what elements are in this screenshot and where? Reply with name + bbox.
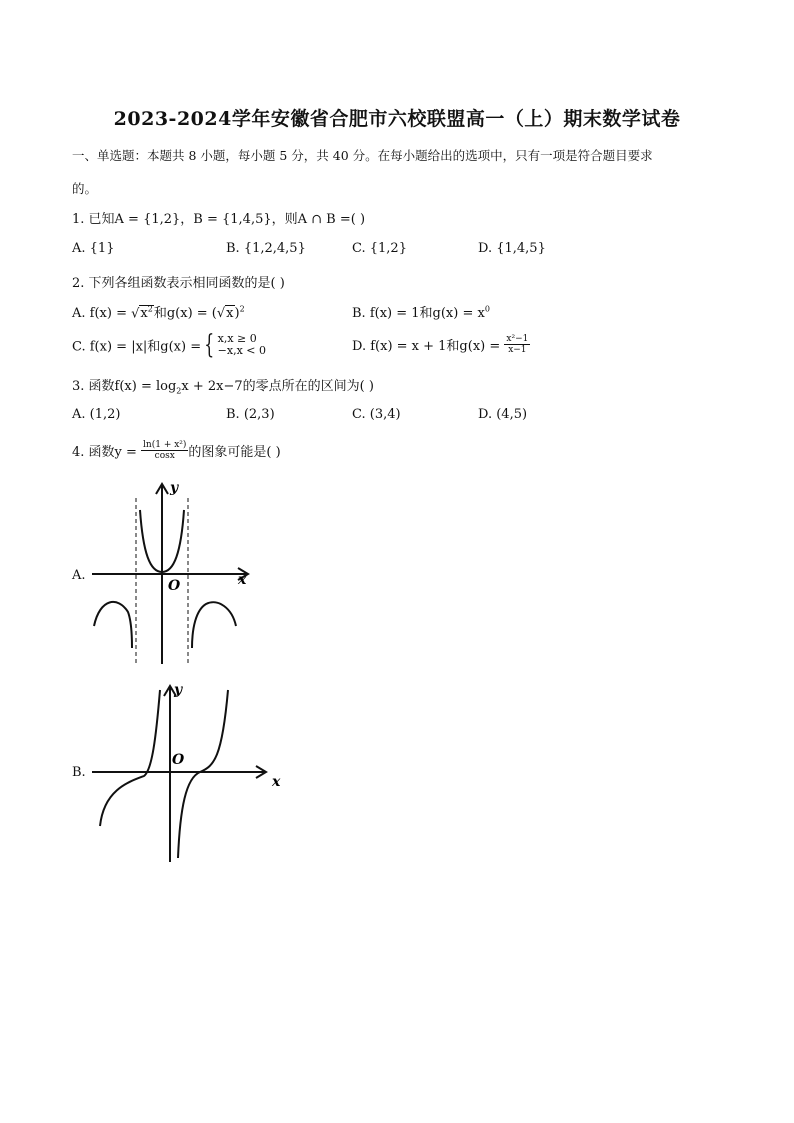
q2-stem: 2. 下列各组函数表示相同函数的是( ) xyxy=(72,276,285,291)
q3-stem-post: x + 2x−7的零点所在的区间为( ) xyxy=(181,379,374,394)
section-instructions-line1: 一、单选题：本题共 8 小题，每小题 5 分，共 40 分。在每小题给出的选项中，只有一项是符合题目要求 xyxy=(72,148,653,163)
q4-option-b-label: B. xyxy=(72,765,86,780)
q2-b-sup: 0 xyxy=(484,304,490,314)
q2-a-post: ) xyxy=(234,306,240,321)
q4-fraction xyxy=(141,440,188,461)
q2-b-pre: B. f(x) = 1和g(x) = x xyxy=(352,306,485,321)
q2-option-b xyxy=(352,302,490,321)
q3-stem-sub: 2 xyxy=(176,386,182,396)
q2-c-case2: −x,x < 0 xyxy=(217,344,266,357)
q2-option-d xyxy=(352,334,530,355)
q1-option-d: D. {1,4,5} xyxy=(478,241,546,256)
q2-d-num: x²−1 xyxy=(506,334,529,344)
q1-option-a: A. {1} xyxy=(72,241,115,256)
q3-option-a: A. (1,2) xyxy=(72,407,121,422)
q2-c-case1: x,x ≥ 0 xyxy=(217,332,257,345)
q2-d-pre: D. f(x) = x + 1和g(x) = xyxy=(352,339,501,354)
q2-a-mid: 和g(x) = ( xyxy=(153,306,217,321)
q4-num: ln(1 + x²) xyxy=(143,440,187,450)
graph-a-x-label: x xyxy=(238,572,247,588)
graph-b-icon xyxy=(88,678,288,864)
graph-a-origin-label: O xyxy=(168,578,181,594)
q4-stem-pre: 4. 函数y = xyxy=(72,445,137,460)
graph-b-left-branch xyxy=(100,690,160,826)
q2-option-c xyxy=(72,332,266,358)
q3-option-d: D. (4,5) xyxy=(478,407,528,422)
sqrt-icon: $√x^2$ xyxy=(131,304,153,321)
page-title: 2023-2024学年安徽省合肥市六校联盟高一（上）期末数学试卷 xyxy=(113,108,681,130)
q4-den: cosx xyxy=(154,451,175,461)
q3-stem xyxy=(72,375,374,396)
section-instructions-line2: 的。 xyxy=(72,181,98,196)
q4-option-a-label: A. xyxy=(72,568,86,583)
q1-option-c: C. {1,2} xyxy=(352,241,407,256)
q1-stem: 1. 已知A = {1,2}，B = {1,4,5}，则A ∩ B =( ) xyxy=(72,212,366,227)
q2-d-fraction xyxy=(504,334,530,355)
graph-a-icon xyxy=(88,478,258,666)
q1-option-b: B. {1,2,4,5} xyxy=(226,241,306,256)
q3-option-c: C. (3,4) xyxy=(352,407,401,422)
q2-option-a: A. $f(x) = √x^2$和$g(x) = (√x)^2$ xyxy=(72,304,245,321)
q4-stem xyxy=(72,440,281,461)
brace-icon: { xyxy=(204,330,215,360)
q3-option-b: B. (2,3) xyxy=(226,407,275,422)
graph-a-y-label: y xyxy=(170,480,179,496)
q4-stem-post: 的图象可能是( ) xyxy=(188,445,281,460)
graph-a-left-branch xyxy=(94,602,132,648)
graph-b-origin-label: O xyxy=(172,752,185,768)
graph-b-x-label: x xyxy=(272,774,281,790)
sqrt-icon: √x xyxy=(216,306,234,321)
graph-a-right-branch xyxy=(192,602,236,648)
graph-b-y-label: y xyxy=(174,682,183,698)
q2-d-den: x−1 xyxy=(508,345,527,355)
graph-b-right-branch xyxy=(178,690,228,858)
q3-stem-pre: 3. 函数f(x) = log xyxy=(72,379,177,394)
q2-c-pre: C. f(x) = |x|和g(x) = xyxy=(72,339,202,355)
q2-c-cases xyxy=(218,333,266,357)
q2-a-pre: A. f(x) = xyxy=(72,306,132,321)
